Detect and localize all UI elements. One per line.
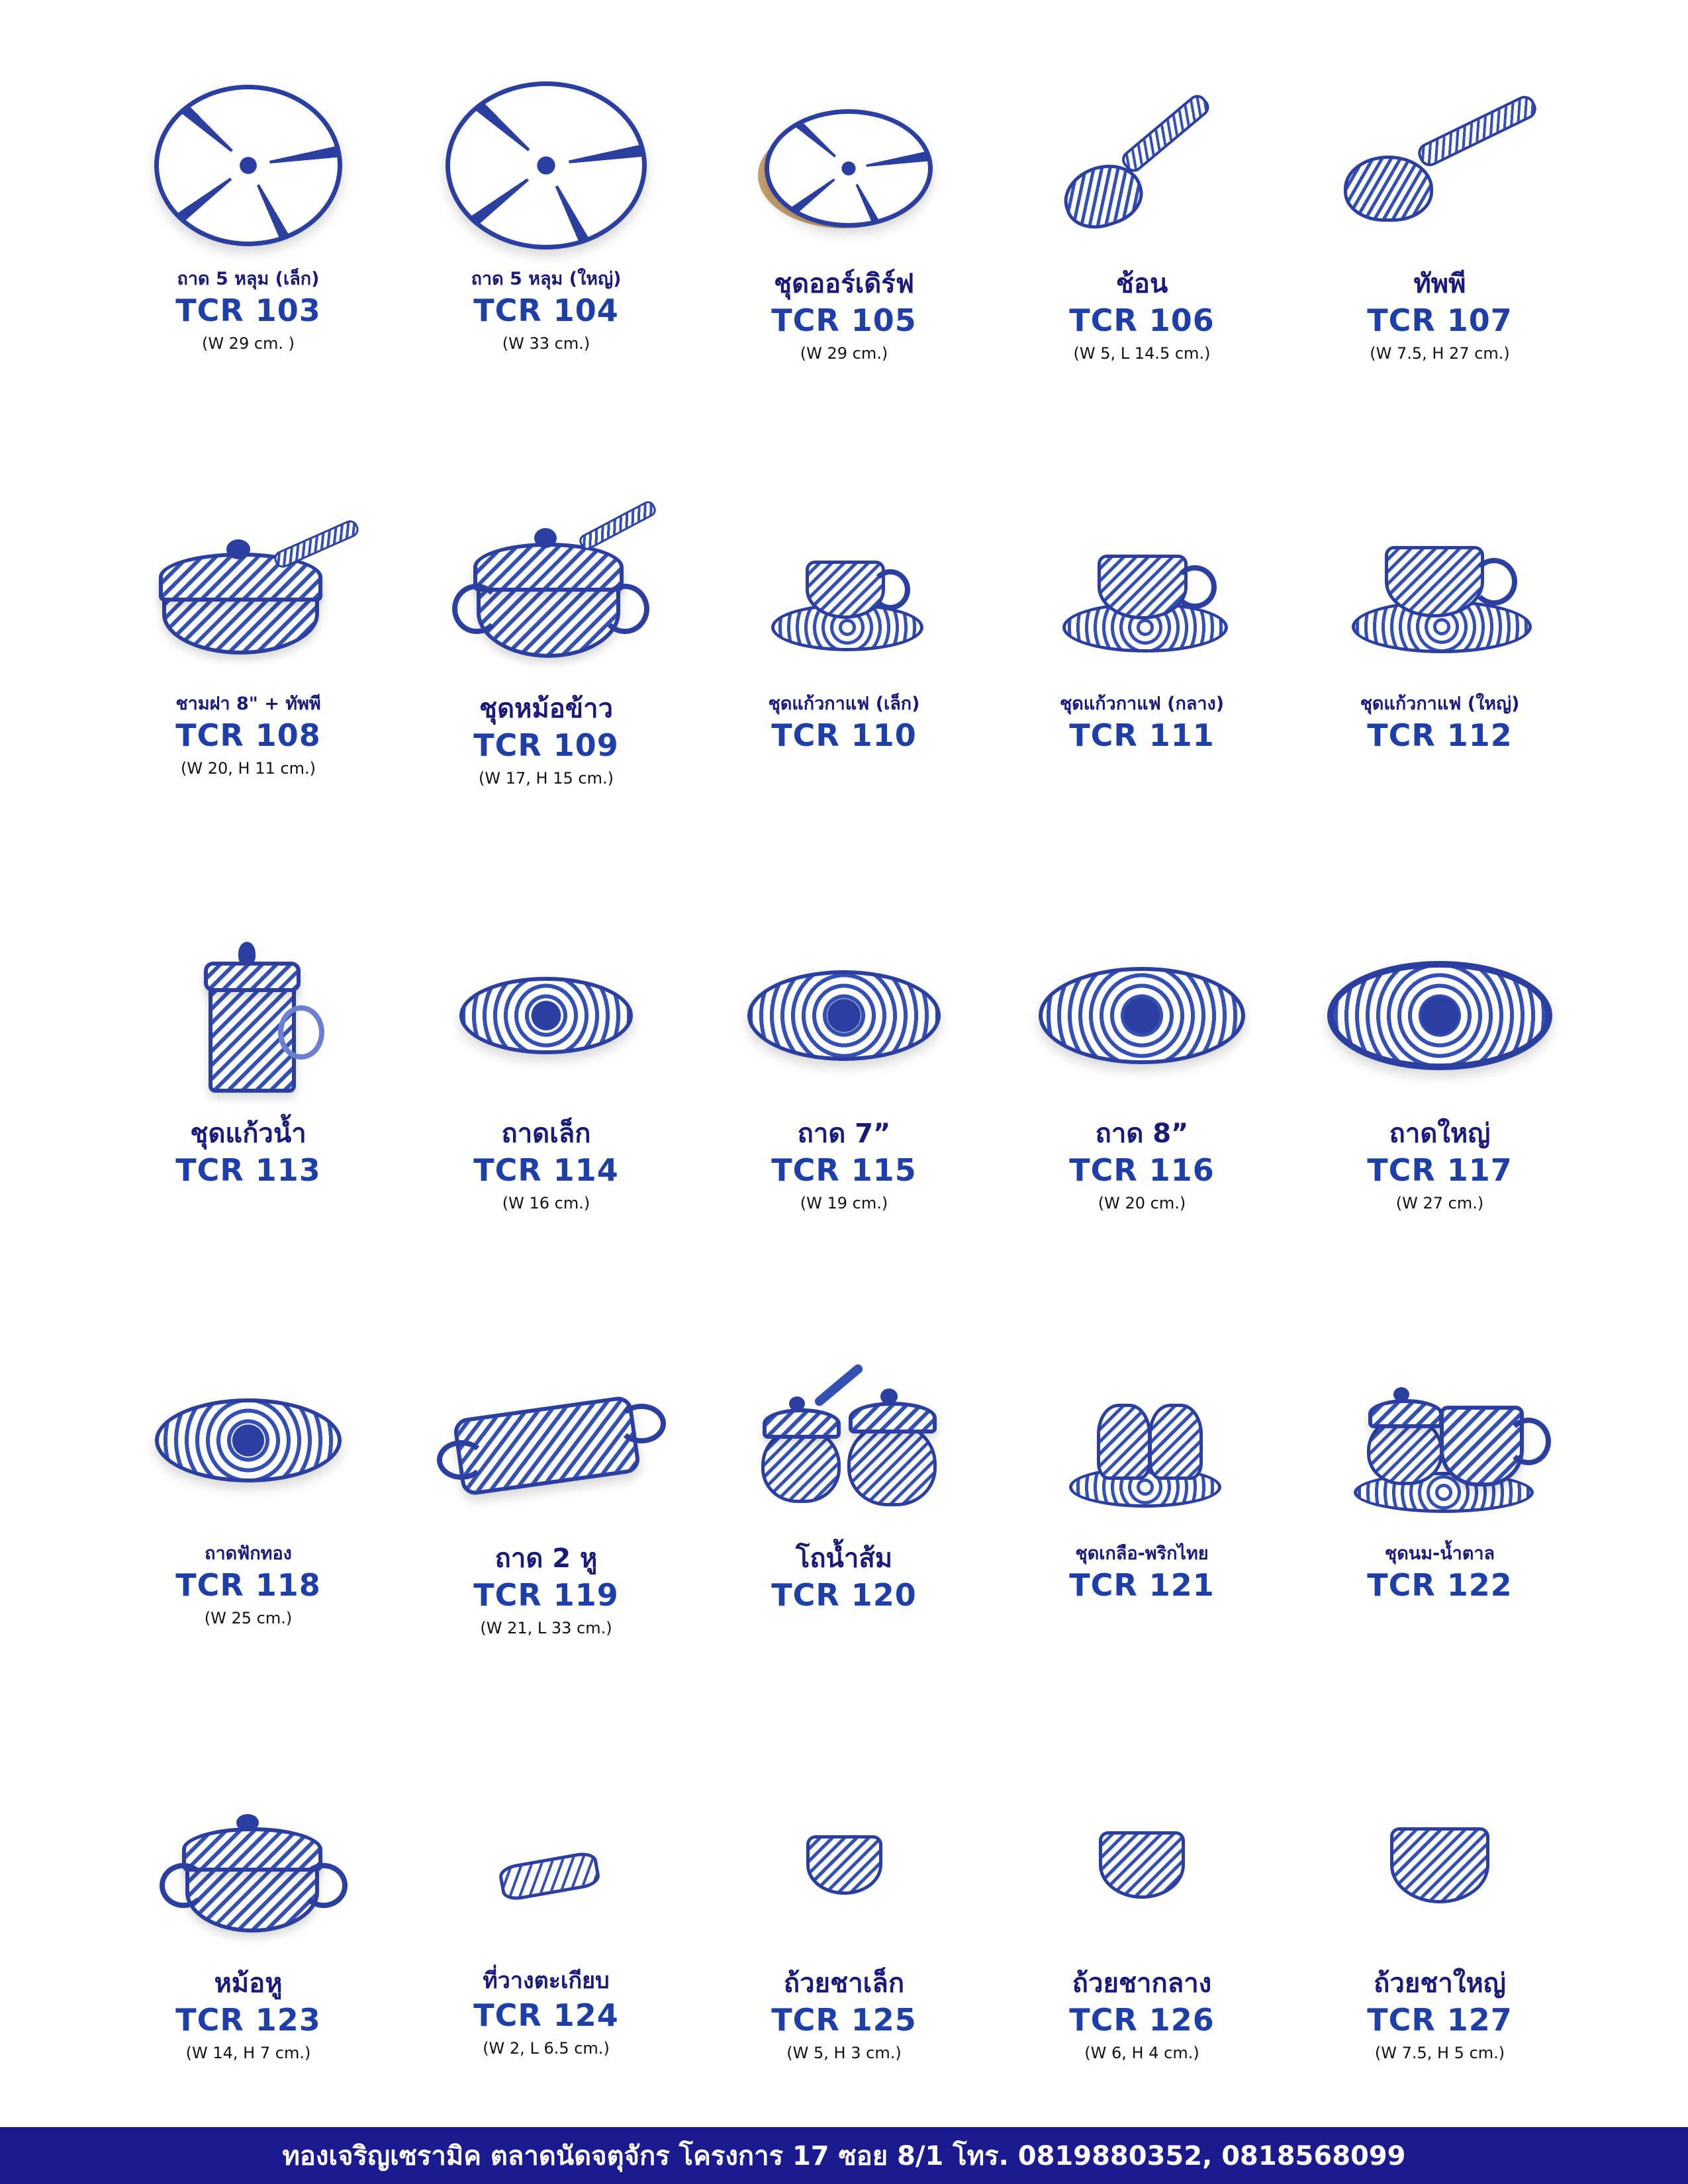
product-code: TCR 124 [473,1997,619,2034]
product-code: TCR 107 [1367,302,1513,338]
product-code: TCR 114 [473,1152,619,1188]
coffee-cup-set-large-icon [1291,491,1589,690]
milk-sugar-set-icon [1291,1341,1589,1539]
product-grid [99,60,1589,2184]
product-name: ถ้วยชากลาง [1072,1968,1212,1999]
product-name: ถาดใหญ่ [1389,1118,1491,1149]
product-caption [1360,694,1520,760]
product-caption [175,1543,321,1628]
product-caption [175,269,321,353]
product-cell[interactable] [695,484,993,909]
product-cell[interactable] [1291,909,1589,1334]
footer-divider [0,2120,1688,2127]
product-code: TCR 126 [1069,2002,1215,2038]
product-caption [771,1118,917,1212]
product-name: ชุดแก้วกาแฟ (เล็ก) [768,694,920,714]
tea-cup-large-icon [1291,1766,1589,1964]
product-dimension: (W 17, H 15 cm.) [479,768,614,788]
product-dimension: (W 5, L 14.5 cm.) [1073,343,1211,363]
product-dimension: (W 19 cm.) [800,1193,888,1212]
condiment-jars-icon [695,1341,993,1539]
product-caption [473,1543,619,1637]
product-dimension: (W 20, H 11 cm.) [181,758,316,778]
hors-doeuvre-set-icon [695,66,993,265]
coffee-cup-set-medium-icon [993,491,1291,690]
product-dimension: (W 25 cm.) [204,1608,293,1627]
product-caption [1367,269,1513,363]
product-code: TCR 113 [175,1152,321,1188]
two-handle-tray-icon [397,1341,695,1539]
tea-cup-small-icon [695,1766,993,1964]
product-dimension: (W 14, H 7 cm.) [185,2043,311,2062]
five-compartment-tray-small-icon [99,66,397,265]
product-dimension: (W 21, L 33 cm.) [480,1618,612,1637]
product-code: TCR 122 [1367,1567,1513,1604]
ladle-icon [1291,66,1589,265]
product-dimension: (W 29 cm.) [800,343,888,363]
product-code: TCR 104 [473,293,619,329]
product-name: ถาด 7” [797,1118,891,1149]
product-cell[interactable] [397,909,695,1334]
product-cell[interactable] [397,60,695,484]
handled-pot-icon [99,1766,397,1964]
product-caption [1069,269,1215,363]
product-code: TCR 117 [1367,1152,1513,1188]
product-name: ชุดเกลือ-พริกไทย [1075,1543,1209,1564]
product-code: TCR 106 [1069,302,1215,338]
product-name: ชามฝา 8" + ทัพพี [175,694,321,714]
product-caption [1069,1543,1215,1610]
product-code: TCR 116 [1069,1152,1215,1188]
product-caption [769,694,920,760]
product-code: TCR 125 [771,2002,917,2038]
product-code: TCR 110 [771,717,917,754]
product-dimension: (W 29 cm. ) [201,334,295,353]
product-cell[interactable] [993,909,1291,1334]
product-cell[interactable] [397,484,695,909]
product-dimension: (W 27 cm.) [1395,1193,1484,1212]
product-name: หม้อหู [214,1968,283,1999]
salt-pepper-set-icon [993,1341,1291,1539]
product-code: TCR 115 [771,1152,917,1188]
product-dimension: (W 5, H 3 cm.) [786,2043,902,2062]
plate-8in-icon [993,916,1291,1115]
product-code: TCR 111 [1069,717,1215,754]
product-name: ชุดแก้วกาแฟ (ใหญ่) [1360,694,1520,714]
pumpkin-plate-icon [99,1341,397,1539]
product-name: ชุดหม้อข้าว [479,694,614,724]
product-caption [771,269,917,363]
water-mug-set-icon [99,916,397,1115]
product-code: TCR 121 [1069,1567,1215,1604]
plate-7in-icon [695,916,993,1115]
tea-cup-medium-icon [993,1766,1291,1964]
product-dimension: (W 7.5, H 5 cm.) [1374,2043,1505,2062]
product-dimension: (W 7.5, H 27 cm.) [1370,343,1510,363]
product-code: TCR 108 [175,717,321,754]
product-caption [471,269,622,353]
product-caption [1367,1118,1513,1212]
product-caption [1060,694,1224,760]
product-caption [175,1118,321,1195]
product-code: TCR 119 [473,1577,619,1613]
product-cell[interactable] [1291,60,1589,484]
product-code: TCR 123 [175,2002,321,2038]
product-name: ชุดแก้วน้ำ [190,1118,306,1149]
product-caption [473,694,619,788]
product-caption [771,1543,917,1619]
product-cell[interactable] [993,484,1291,909]
lidded-bowl-with-ladle-icon [99,491,397,690]
product-name: ถาด 8” [1095,1118,1189,1149]
product-name: ช้อน [1115,269,1168,299]
product-name: ทัพพี [1413,269,1466,299]
product-caption [473,1118,619,1212]
spoon-icon [993,66,1291,265]
product-name: ถ้วยชาใหญ่ [1374,1968,1506,1999]
product-name: ถาด 5 หลุม (ใหญ่) [471,269,622,289]
product-name: ถาดเล็ก [501,1118,591,1149]
product-caption [1367,1543,1513,1610]
product-dimension: (W 16 cm.) [502,1193,590,1212]
product-cell[interactable] [397,1334,695,1759]
footer-text: ทองเจริญเซรามิค ตลาดนัดจตุจักร โครงการ 17 ซอย 8/1 โทร. 0819880352, 0818568099 [282,2141,1406,2171]
product-name: ถ้วยชาเล็ก [783,1968,905,1999]
product-cell[interactable] [99,909,397,1334]
product-dimension: (W 2, L 6.5 cm.) [483,2038,610,2058]
product-dimension: (W 6, H 4 cm.) [1084,2043,1199,2062]
product-code: TCR 127 [1367,2002,1513,2038]
footer-contact-bar [0,2127,1688,2184]
product-cell[interactable] [99,60,397,484]
product-name: ถาด 2 หู [494,1543,598,1574]
product-code: TCR 105 [771,302,917,338]
large-plate-icon [1291,916,1589,1115]
product-cell[interactable] [993,1334,1291,1759]
chopstick-rest-icon [397,1766,695,1964]
product-name: ที่วางตะเกียบ [483,1968,610,1994]
rice-pot-set-icon [397,491,695,690]
product-caption [473,1968,619,2058]
product-caption [1367,1968,1513,2062]
product-cell[interactable] [695,60,993,484]
product-dimension: (W 33 cm.) [502,334,590,353]
product-code: TCR 103 [175,293,321,329]
product-code: TCR 109 [473,727,619,763]
product-code: TCR 120 [771,1577,917,1613]
five-compartment-tray-large-icon [397,66,695,265]
small-plate-icon [397,916,695,1115]
product-caption [771,1968,917,2062]
product-name: ถาด 5 หลุม (เล็ก) [177,269,320,289]
product-caption [1069,1118,1215,1212]
coffee-cup-set-small-icon [695,491,993,690]
product-cell[interactable] [993,60,1291,484]
product-dimension: (W 20 cm.) [1098,1193,1186,1212]
product-cell[interactable] [99,484,397,909]
product-cell[interactable] [1291,484,1589,909]
product-cell[interactable] [695,1334,993,1759]
product-name: ชุดนม-น้ำตาล [1384,1543,1495,1564]
product-cell[interactable] [99,1334,397,1759]
product-caption [1069,1968,1215,2062]
product-code: TCR 112 [1367,717,1513,754]
product-cell[interactable] [1291,1334,1589,1759]
product-name: ถาดฟักทอง [205,1543,292,1564]
product-cell[interactable] [695,909,993,1334]
product-caption [175,1968,321,2062]
product-code: TCR 118 [175,1567,321,1604]
product-name: โถน้ำส้ม [795,1543,893,1574]
product-name: ชุดแก้วกาแฟ (กลาง) [1059,694,1225,714]
product-caption [175,694,321,778]
product-name: ชุดออร์เดิร์ฟ [773,269,915,299]
